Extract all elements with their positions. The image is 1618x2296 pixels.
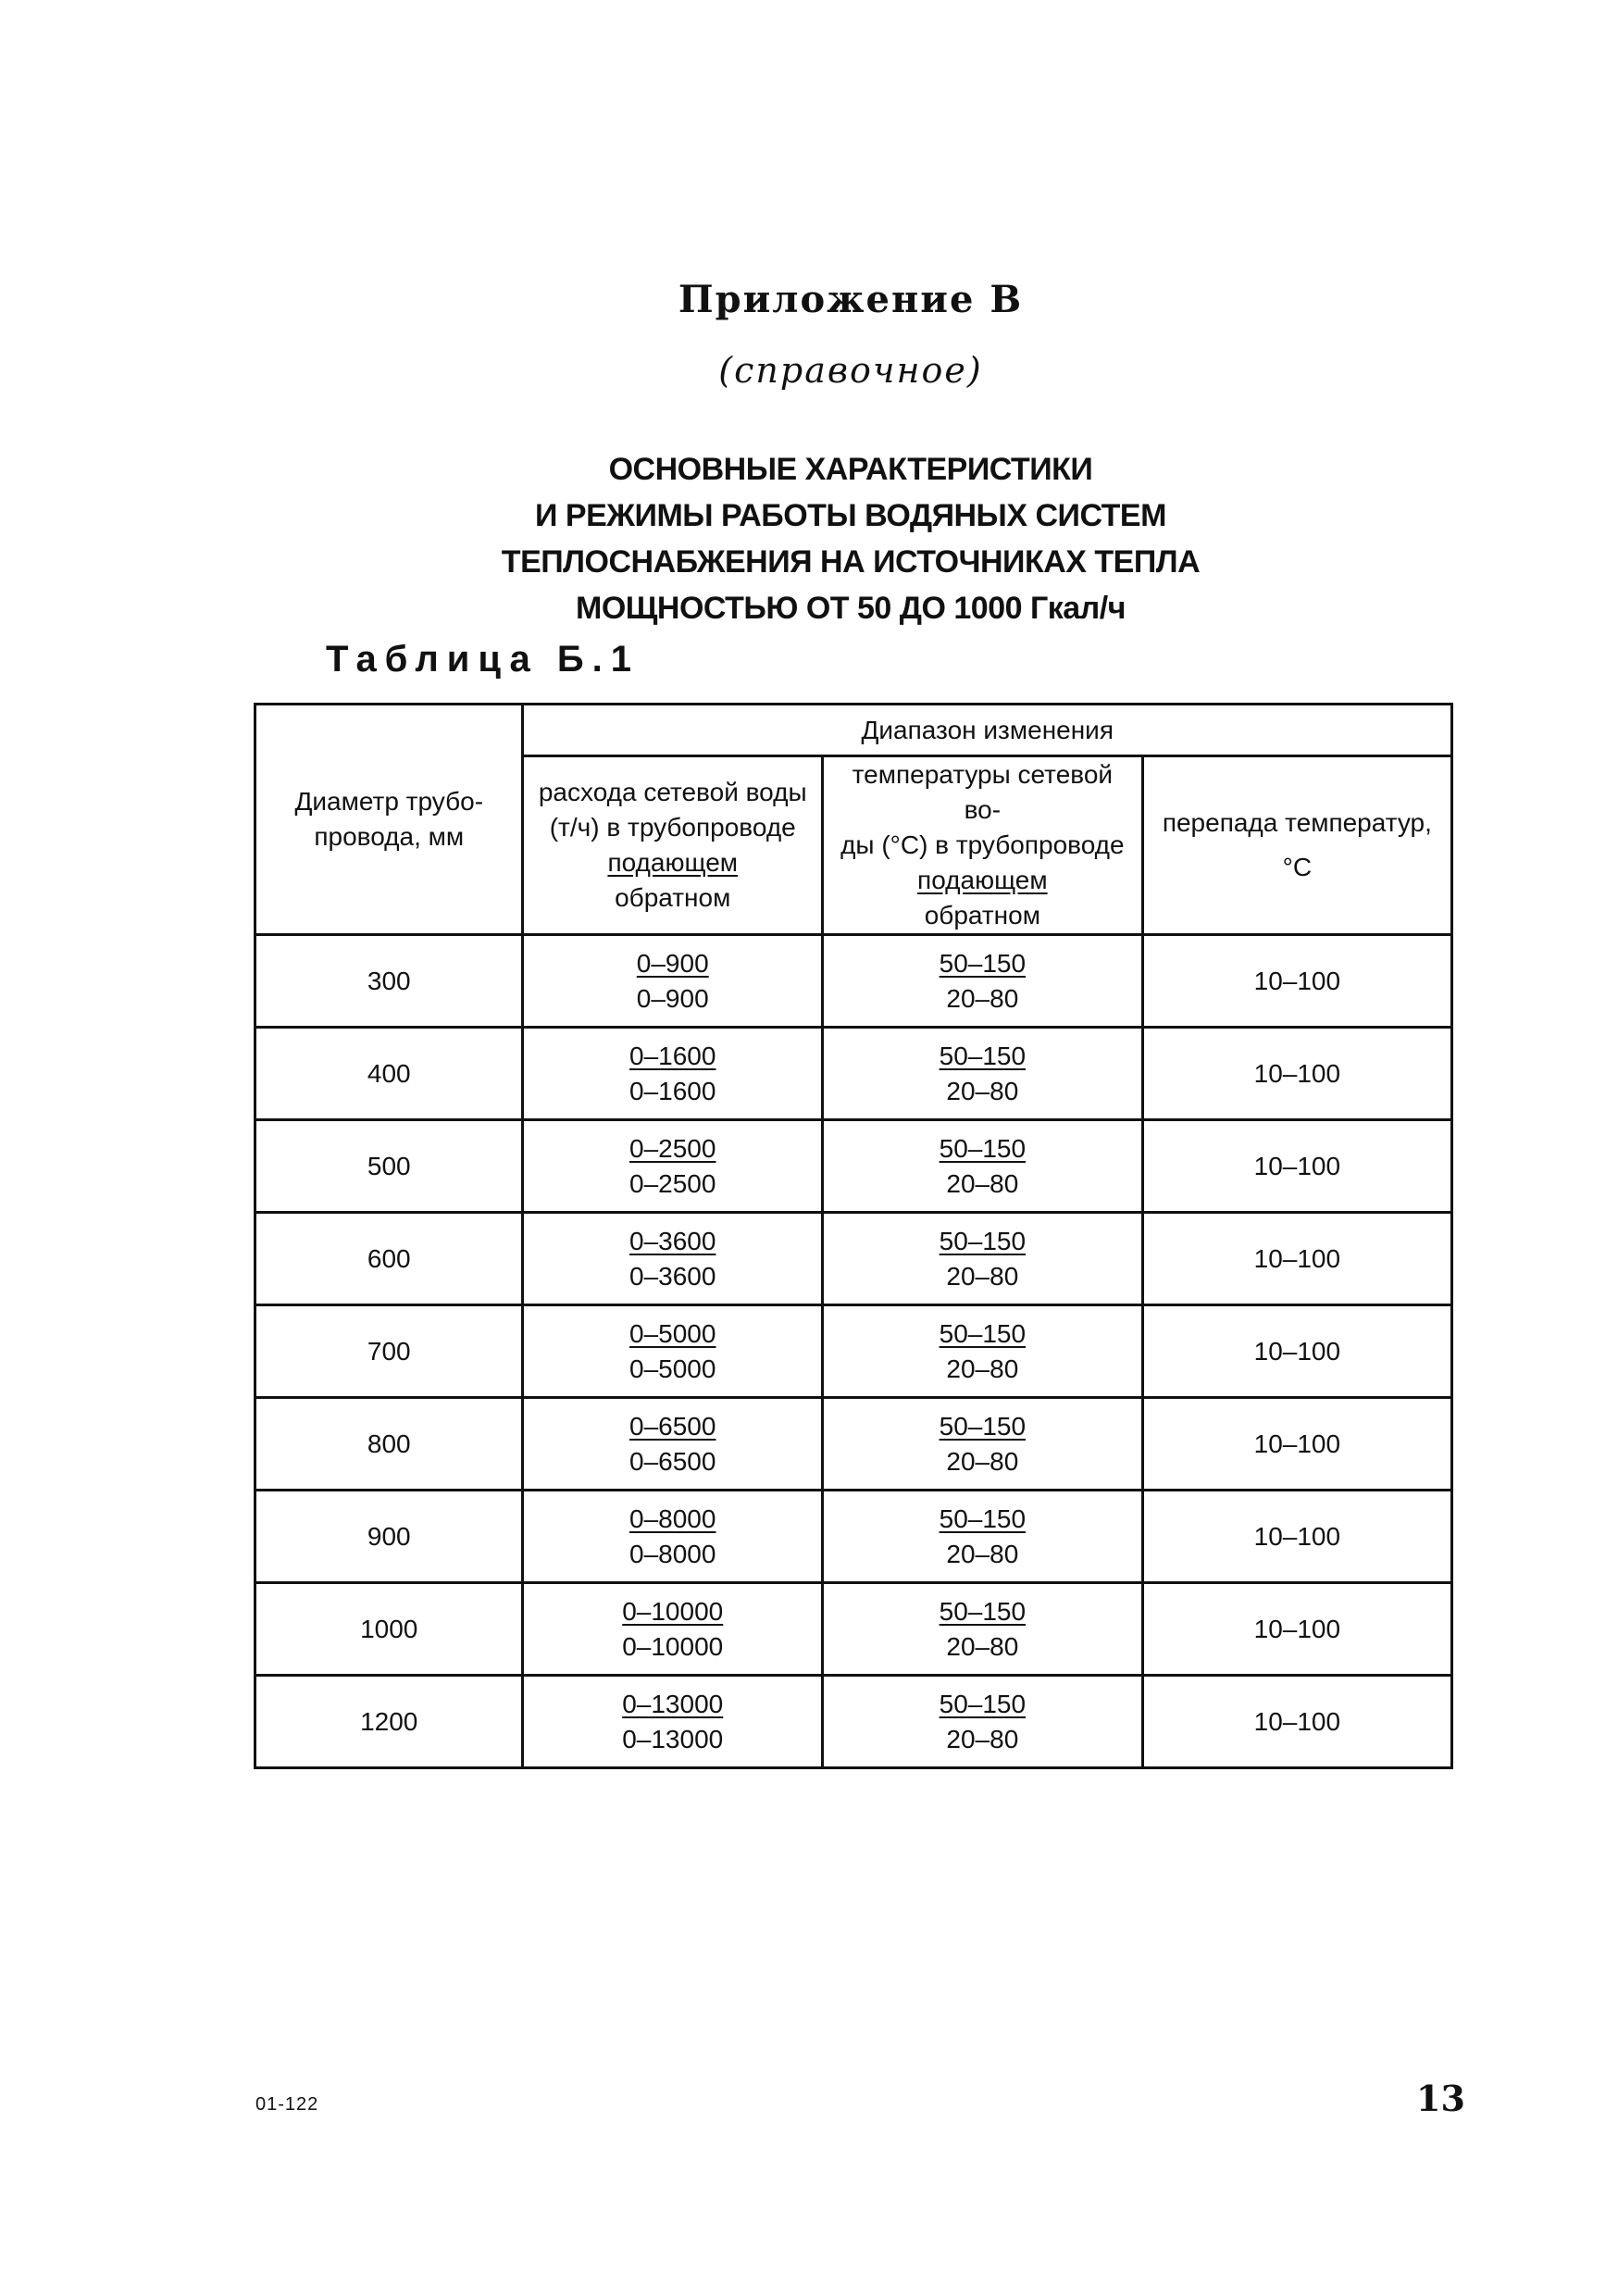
cell-flow: $\frac{0-900}{0-900}$ [523,935,823,1028]
cell-diameter: 900 [255,1491,523,1583]
table-row [255,1676,1452,1768]
cell-flow: $\frac{0-10000}{0-10000}$ [523,1583,823,1676]
cell-flow: $\frac{0-2500}{0-2500}$ [523,1120,823,1213]
cell-diameter: 600 [255,1213,523,1305]
heading-line: ОСНОВНЫЕ ХАРАКТЕРИСТИКИ [608,452,1093,487]
cell-difference: 10–100 [1142,1213,1451,1305]
cell-temperature: $\frac{50-150}{20-80}$ [822,1491,1142,1583]
header-flow: расхода сетевой воды (т/ч) в трубопроводе подающем обратном [523,756,823,935]
cell-temperature: $\frac{50-150}{20-80}$ [822,1583,1142,1676]
cell-diameter: 800 [255,1398,523,1491]
header-temperature: температуры сетевой во- ды (°С) в трубопроводе подающем обратном [822,756,1142,935]
cell-flow: $\frac{0-5000}{0-5000}$ [523,1305,823,1398]
table-row [255,935,1452,1028]
cell-temperature: $\frac{50-150}{20-80}$ [822,935,1142,1028]
cell-diameter: 300 [255,935,523,1028]
table-row [255,1491,1452,1583]
cell-difference: 10–100 [1142,1491,1451,1583]
appendix-title: Приложение В [678,278,1024,321]
cell-flow: $\frac{0-8000}{0-8000}$ [523,1491,823,1583]
cell-flow: $\frac{0-13000}{0-13000}$ [523,1676,823,1768]
heading-line: ТЕПЛОСНАБЖЕНИЯ НА ИСТОЧНИКАХ ТЕПЛА [501,544,1201,580]
table-row [255,1028,1452,1120]
cell-diameter: 500 [255,1120,523,1213]
cell-diameter: 400 [255,1028,523,1120]
table-row [255,1120,1452,1213]
header-range-group: Диапазон изменения [523,705,1452,756]
cell-temperature: $\frac{50-150}{20-80}$ [822,1676,1142,1768]
heading-line: И РЕЖИМЫ РАБОТЫ ВОДЯНЫХ СИСТЕМ [535,498,1166,533]
header-temperature-difference: перепада температур, °С [1142,756,1451,935]
cell-difference: 10–100 [1142,1120,1451,1213]
table-row [255,1305,1452,1398]
cell-flow: $\frac{0-1600}{0-1600}$ [523,1028,823,1120]
table-header-row [255,705,1452,756]
cell-temperature: $\frac{50-150}{20-80}$ [822,1305,1142,1398]
cell-temperature: $\frac{50-150}{20-80}$ [822,1028,1142,1120]
cell-difference: 10–100 [1142,935,1451,1028]
table-row [255,1398,1452,1491]
characteristics-table [254,703,1453,1769]
cell-diameter: 1000 [255,1583,523,1676]
cell-flow: $\frac{0-6500}{0-6500}$ [523,1398,823,1491]
document-heading [0,446,1618,631]
cell-difference: 10–100 [1142,1676,1451,1768]
cell-difference: 10–100 [1142,1398,1451,1491]
header-diameter: Диаметр трубо- провода, мм [255,705,523,935]
cell-difference: 10–100 [1142,1583,1451,1676]
page-number: 13 [1416,2078,1465,2119]
cell-diameter: 1200 [255,1676,523,1768]
cell-temperature: $\frac{50-150}{20-80}$ [822,1213,1142,1305]
cell-diameter: 700 [255,1305,523,1398]
cell-difference: 10–100 [1142,1028,1451,1120]
cell-difference: 10–100 [1142,1305,1451,1398]
table-caption: Таблица Б.1 [326,639,640,680]
cell-temperature: $\frac{50-150}{20-80}$ [822,1120,1142,1213]
table-row [255,1213,1452,1305]
heading-line: МОЩНОСТЬЮ ОТ 50 ДО 1000 Гкал/ч [576,591,1126,626]
cell-temperature: $\frac{50-150}{20-80}$ [822,1398,1142,1491]
appendix-subtitle: (справочное) [718,350,983,391]
table-row [255,1583,1452,1676]
cell-flow: $\frac{0-3600}{0-3600}$ [523,1213,823,1305]
footer-code: 01-122 [255,2094,319,2115]
